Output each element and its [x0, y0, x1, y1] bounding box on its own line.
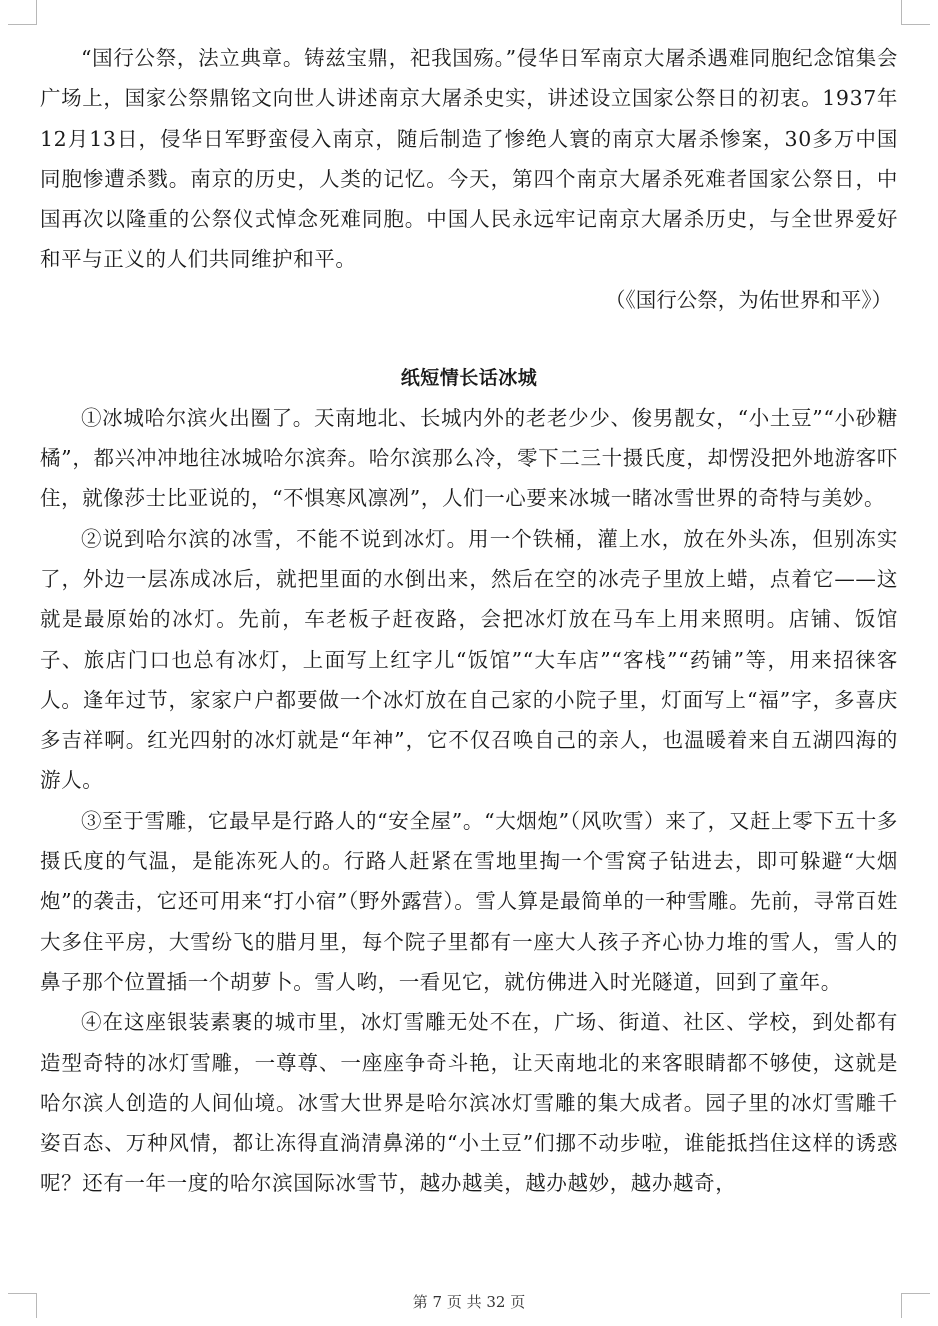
crop-mark-top-right: [901, 0, 930, 25]
article-paragraph-1: ①冰城哈尔滨火出圈了。天南地北、长城内外的老老少少、俊男靓女，“小土豆”“小砂糖橘”，都兴冲冲地往冰城哈尔滨奔。哈尔滨那么冷，零下二三十摄氏度，却愣没把外地游客吓住，就像莎士比亚说的，“不惧寒风凛冽”，人们一心要来冰城一睹冰雪世界的奇特与美妙。: [40, 405, 898, 511]
page-content: [40, 38, 898, 1204]
page-number: 第 7 页 共 32 页: [412, 1293, 526, 1311]
article-paragraph-4: ④在这座银装素裹的城市里，冰灯雪雕无处不在，广场、街道、社区、学校，到处都有造型奇特的冰灯雪雕，一尊尊、一座座争奇斗艳，让天南地北的来客眼睛都不够使，这就是哈尔滨人创造的人间仙境。冰雪大世界是哈尔滨冰灯雪雕的集大成者。园子里的冰灯雪雕千姿百态、万种风情，都让冻得直淌清鼻涕的“小土豆”们挪不动步啦，谁能抵挡住这样的诱惑呢？还有一年一度的哈尔滨国际冰雪节，越办越美，越办越妙，越办越奇，: [40, 1010, 898, 1196]
intro-source: （《国行公祭，为佑世界和平》）: [605, 287, 892, 312]
crop-mark-top-left: [8, 0, 37, 25]
article-paragraph-3: ③至于雪雕，它最早是行路人的“安全屋”。“大烟炮”（风吹雪）来了，又赶上零下五十多摄氏度的气温，是能冻死人的。行路人赶紧在雪地里掏一个雪窝子钻进去，即可躲避“大烟炮”的袭击，它还可用来“打小宿”（野外露营）。雪人算是最简单的一种雪雕。先前，寻常百姓大多住平房，大雪纷飞的腊月里，每个院子里都有一座大人孩子齐心协力堆的雪人，雪人的鼻子那个位置插一个胡萝卜。雪人哟，一看见它，就仿佛进入时光隧道，回到了童年。: [40, 808, 898, 994]
article-paragraph-2: ②说到哈尔滨的冰雪，不能不说到冰灯。用一个铁桶，灌上水，放在外头冻，但别冻实了，外边一层冻成冰后，就把里面的水倒出来，然后在空的冰壳子里放上蜡，点着它——这就是最原始的冰灯。先前，车老板子赶夜路，会把冰灯放在马车上用来照明。店铺、饭馆子、旅店门口也总有冰灯，上面写上红字儿“饭馆”“大车店”“客栈”“药铺”等，用来招徕客人。逢年过节，家家户户都要做一个冰灯放在自己家的小院子里，灯面写上“福”字，多喜庆多吉祥啊。红光四射的冰灯就是“年神”，它不仅召唤自己的亲人，也温暖着来自五湖四海的游人。: [40, 526, 898, 793]
intro-paragraph: “国行公祭，法立典章。铸兹宝鼎，祀我国殇。”侵华日军南京大屠杀遇难同胞纪念馆集会广场上，国家公祭鼎铭文向世人讲述南京大屠杀史实，讲述设立国家公祭日的初衷。1937年12月13日，侵华日军野蛮侵入南京，随后制造了惨绝人寰的南京大屠杀惨案，30多万中国同胞惨遭杀戮。南京的历史，人类的记忆。今天，第四个南京大屠杀死难者国家公祭日，中国再次以隆重的公祭仪式悼念死难同胞。中国人民永远牢记南京大屠杀历史，与全世界爱好和平与正义的人们共同维护和平。: [40, 46, 898, 272]
article-title: 纸短情长话冰城: [400, 366, 538, 389]
